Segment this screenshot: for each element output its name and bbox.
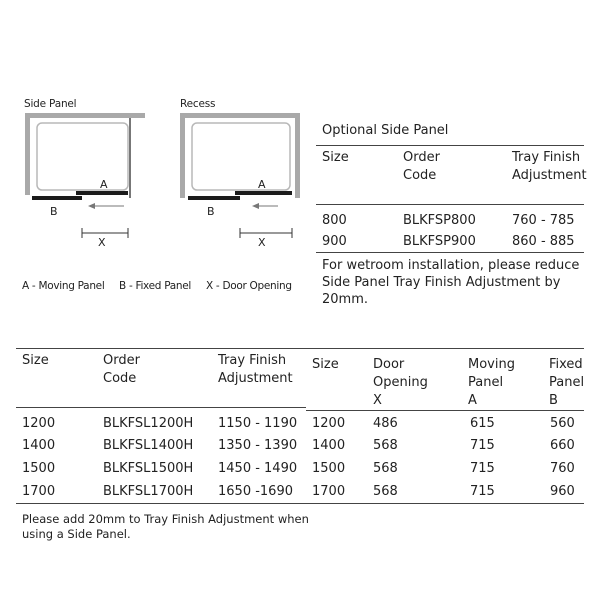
side-panel-label-x: X bbox=[98, 236, 106, 249]
side-panel-diagram bbox=[25, 113, 145, 249]
main-header-size: Size bbox=[22, 353, 49, 368]
recess-wall-top bbox=[180, 113, 300, 118]
main-table-header-rule bbox=[16, 407, 306, 408]
dim-cell-door: 568 bbox=[373, 461, 398, 476]
osp-cell-size: 900 bbox=[322, 234, 347, 249]
recess-diagram-title: Recess bbox=[180, 98, 216, 110]
legend-fixed-panel: B - Fixed Panel bbox=[119, 280, 192, 292]
dim-cell-fixed: 560 bbox=[550, 416, 575, 431]
optional-side-panel-header-rule bbox=[316, 204, 584, 205]
osp-header-tray-line2: Adjustment bbox=[512, 168, 587, 183]
dim-header-fixed-line2: Panel bbox=[549, 375, 585, 390]
optional-side-panel-bottom-rule bbox=[316, 252, 584, 253]
side-panel-wall-top bbox=[25, 113, 145, 118]
main-cell-size: 1700 bbox=[22, 484, 56, 499]
side-panel-label-a: A bbox=[100, 178, 108, 191]
main-cell-adjustment: 1150 - 1190 bbox=[218, 416, 298, 431]
osp-cell-adjustment: 860 - 885 bbox=[512, 234, 575, 249]
osp-header-order-code bbox=[403, 149, 440, 185]
main-cell-adjustment: 1450 - 1490 bbox=[218, 461, 298, 476]
recess-label-b: B bbox=[207, 205, 215, 218]
main-header-tray-finish bbox=[218, 352, 293, 388]
dim-header-size: Size bbox=[312, 357, 339, 372]
recess-wall-left bbox=[180, 113, 185, 198]
main-cell-size: 1200 bbox=[22, 416, 56, 431]
dim-header-moving-line2: Panel bbox=[468, 375, 504, 390]
dim-header-fixed-line3: B bbox=[549, 393, 558, 408]
side-panel-diagram-title: Side Panel bbox=[24, 98, 77, 110]
recess-fixed-panel-b bbox=[188, 196, 240, 200]
recess-direction-arrow-head bbox=[252, 203, 259, 209]
main-header-tray-line1: Tray Finish bbox=[218, 353, 287, 368]
main-header-order-line1: Order bbox=[103, 353, 140, 368]
dim-cell-size: 1200 bbox=[312, 416, 346, 431]
recess-diagram bbox=[180, 113, 300, 249]
dim-header-moving-panel bbox=[468, 356, 515, 410]
main-cell-code: BLKFSL1700H bbox=[103, 484, 194, 499]
main-cell-size: 1400 bbox=[22, 438, 56, 453]
optional-side-panel-top-rule bbox=[316, 145, 584, 146]
dim-header-door-line2: Opening bbox=[373, 375, 428, 390]
main-cell-adjustment: 1650 -1690 bbox=[218, 484, 293, 499]
dim-header-door-line3: X bbox=[373, 393, 382, 408]
osp-cell-size: 800 bbox=[322, 213, 347, 228]
side-panel-label-b: B bbox=[50, 205, 58, 218]
side-panel-wall-left bbox=[25, 113, 30, 195]
optional-side-panel-title: Optional Side Panel bbox=[322, 123, 449, 138]
side-panel-tray-outline bbox=[37, 123, 128, 190]
main-cell-code: BLKFSL1200H bbox=[103, 416, 194, 431]
dim-header-moving-line3: A bbox=[468, 393, 477, 408]
dim-header-door-line1: Door bbox=[373, 357, 405, 372]
side-panel-fixed-panel-b bbox=[32, 196, 82, 200]
optional-side-panel-note: For wetroom installation, please reduce Side Panel Tray Finish Adjustment by 20mm. bbox=[322, 258, 580, 307]
main-cell-adjustment: 1350 - 1390 bbox=[218, 438, 298, 453]
osp-header-order-line2: Code bbox=[403, 168, 437, 183]
dim-cell-size: 1700 bbox=[312, 484, 346, 499]
osp-cell-adjustment: 760 - 785 bbox=[512, 213, 575, 228]
dim-cell-fixed: 960 bbox=[550, 484, 575, 499]
osp-header-tray-line1: Tray Finish bbox=[512, 150, 581, 165]
recess-moving-panel-a bbox=[235, 191, 292, 195]
recess-label-x: X bbox=[258, 236, 266, 249]
osp-header-order-line1: Order bbox=[403, 150, 440, 165]
dim-cell-fixed: 760 bbox=[550, 461, 575, 476]
dim-cell-door: 486 bbox=[373, 416, 398, 431]
main-header-order-line2: Code bbox=[103, 371, 137, 386]
dimensions-table-header-rule bbox=[306, 410, 584, 411]
main-header-tray-line2: Adjustment bbox=[218, 371, 293, 386]
side-panel-moving-panel-a bbox=[76, 191, 128, 195]
osp-header-tray-finish bbox=[512, 149, 587, 185]
dimensions-table-bottom-rule bbox=[306, 503, 584, 504]
dim-cell-door: 568 bbox=[373, 438, 398, 453]
dim-header-fixed-panel bbox=[549, 356, 584, 410]
main-header-order-code bbox=[103, 352, 140, 388]
dim-header-door-opening bbox=[373, 356, 428, 410]
main-cell-code: BLKFSL1400H bbox=[103, 438, 194, 453]
dim-cell-moving: 715 bbox=[470, 461, 495, 476]
dim-cell-door: 568 bbox=[373, 484, 398, 499]
side-panel-direction-arrow-head bbox=[88, 203, 95, 209]
osp-cell-code: BLKFSP800 bbox=[403, 213, 476, 228]
dim-cell-size: 1500 bbox=[312, 461, 346, 476]
dim-cell-moving: 715 bbox=[470, 484, 495, 499]
dim-cell-size: 1400 bbox=[312, 438, 346, 453]
main-table-note: Please add 20mm to Tray Finish Adjustment when using a Side Panel. bbox=[22, 512, 309, 541]
osp-header-size: Size bbox=[322, 150, 349, 165]
recess-wall-right bbox=[295, 113, 300, 198]
dim-cell-moving: 615 bbox=[470, 416, 495, 431]
main-table-top-rule bbox=[16, 348, 306, 349]
main-table-bottom-rule bbox=[16, 503, 306, 504]
osp-cell-code: BLKFSP900 bbox=[403, 234, 476, 249]
dim-header-moving-line1: Moving bbox=[468, 357, 515, 372]
dimensions-table-top-rule bbox=[306, 348, 584, 349]
legend-moving-panel: A - Moving Panel bbox=[22, 280, 105, 292]
legend-door-opening: X - Door Opening bbox=[206, 280, 292, 292]
main-cell-code: BLKFSL1500H bbox=[103, 461, 194, 476]
recess-label-a: A bbox=[258, 178, 266, 191]
main-cell-size: 1500 bbox=[22, 461, 56, 476]
dim-cell-fixed: 660 bbox=[550, 438, 575, 453]
dim-cell-moving: 715 bbox=[470, 438, 495, 453]
dim-header-fixed-line1: Fixed bbox=[549, 357, 583, 372]
recess-tray-outline bbox=[192, 123, 290, 190]
